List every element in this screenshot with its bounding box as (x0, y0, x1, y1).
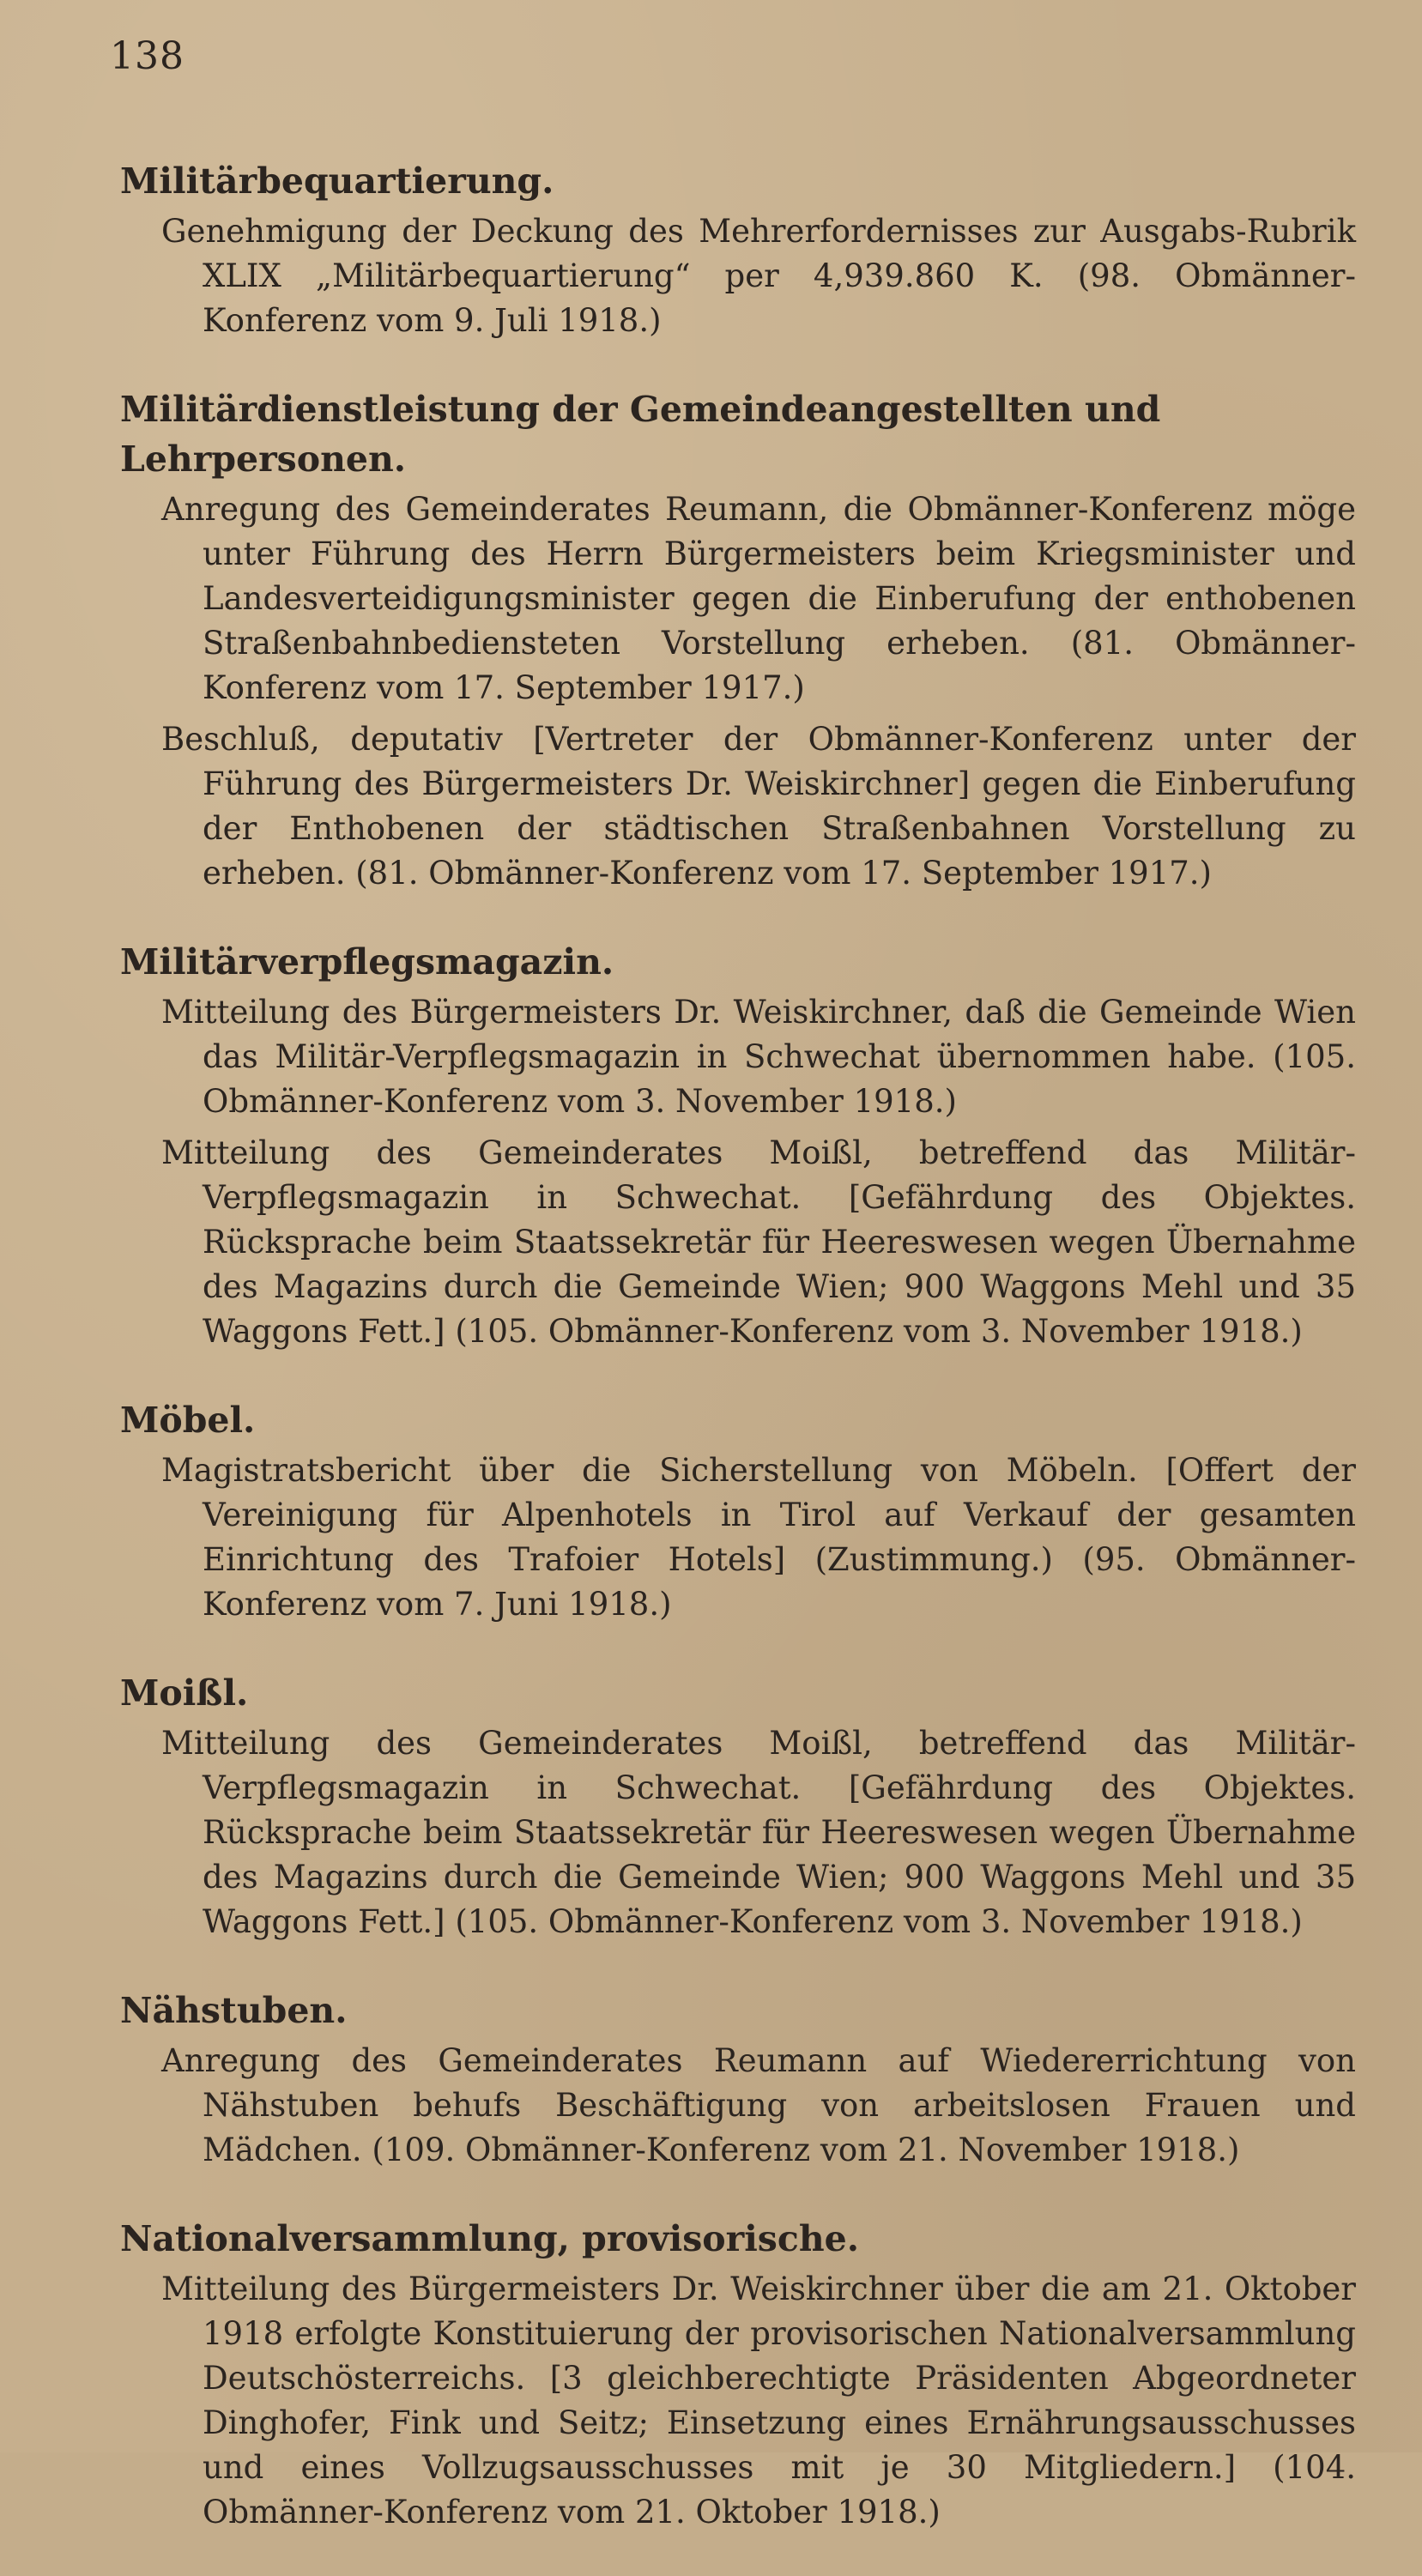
entry-paragraph: Mitteilung des Gemeinderates Moißl, betreffend das Militär-Verpflegsmagazin in Schwechat. [Gefährdung des Objektes. Rücksprache beim Staatssekretär für Heereswesen wegen Übernahme des Magazins durch die Gemeinde Wien; 900 Waggons Mehl und 35 Waggons Fett.] (105. Obmänner-Konferenz vom 3. November 1918.) (161, 1725, 1356, 1940)
entry-heading: Moißl. (120, 1672, 249, 1714)
index-content (120, 156, 1356, 2576)
entry-heading: Militärverpflegsmagazin. (120, 941, 614, 983)
entry-paragraph: Mitteilung des Gemeinderates Moißl, betreffend das Militär-Verpflegsmagazin in Schwechat. [Gefährdung des Objektes. Rücksprache beim Staatssekretär für Heereswesen wegen Übernahme des Magazins durch die Gemeinde Wien; 900 Waggons Mehl und 35 Waggons Fett.] (105. Obmänner-Konferenz vom 3. November 1918.) (161, 1134, 1356, 1350)
entry-heading: Nähstuben. (120, 1990, 348, 2031)
page-number: 138 (110, 34, 185, 78)
entry-paragraph: Mitteilung des Bürgermeisters Dr. Weiskirchner über die am 21. Oktober 1918 erfolgte Konstituierung der provisorischen Nationalversammlung Deutschösterreichs. [3 gleichberechtigte Präsidenten Abgeordneter Dinghofer, Fink und Seitz; Einsetzung eines Ernährungsausschusses und eines Vollzugsausschusses mit je 30 Mitgliedern.] (104. Obmänner-Konferenz vom 21. Oktober 1918.) (161, 2271, 1356, 2531)
entry-heading: Militärbequartierung. (120, 160, 554, 202)
entry-paragraph: Beschluß, deputativ [Vertreter der Obmänner-Konferenz unter der Führung des Bürgermeisters Dr. Weiskirchner] gegen die Einberufung der Enthobenen der städtischen Straßenbahnen Vorstellung zu erheben. (81. Obmänner-Konferenz vom 17. September 1917.) (161, 721, 1356, 892)
entry-heading: Militärdienstleistung der Gemeindeangestellten und Lehrpersonen. (120, 389, 1161, 480)
entry-paragraph: Mitteilung des Bürgermeisters Dr. Weiskirchner, daß die Gemeinde Wien das Militär-Verpflegsmagazin in Schwechat übernommen habe. (105. Obmänner-Konferenz vom 3. November 1918.) (161, 994, 1356, 1120)
entry-paragraph: Magistratsbericht über die Sicherstellung von Möbeln. [Offert der Vereinigung für Alpenhotels in Tirol auf Verkauf der gesamten Einrichtung des Trafoier Hotels] (Zustimmung.) (95. Obmänner-Konferenz vom 7. Juni 1918.) (161, 1452, 1356, 1623)
index-entry (120, 937, 1356, 1354)
index-entry (120, 1668, 1356, 1944)
index-entry (120, 1395, 1356, 1627)
entry-paragraph: Anregung des Gemeinderates Reumann, die Obmänner-Konferenz möge unter Führung des Herrn Bürgermeisters beim Kriegsminister und Landesverteidigungsminister gegen die Einberufung der enthobenen Straßenbahnbediensteten Vorstellung erheben. (81. Obmänner-Konferenz vom 17. September 1917.) (161, 491, 1356, 706)
entry-paragraph: Anregung des Gemeinderates Reumann auf Wiedererrichtung von Nähstuben behufs Beschäftigung von arbeitslosen Frauen und Mädchen. (109. Obmänner-Konferenz vom 21. November 1918.) (161, 2042, 1356, 2168)
index-entry (120, 1986, 1356, 2173)
index-entry (120, 384, 1356, 896)
entry-paragraph: Genehmigung der Deckung des Mehrerfordernisses zur Ausgabs-Rubrik XLIX „Militärbequartierung“ per 4,939.860 K. (98. Obmänner-Konferenz vom 9. Juli 1918.) (161, 213, 1356, 339)
index-entry (120, 156, 1356, 343)
index-entry (120, 2214, 1356, 2535)
entry-heading: Nationalversammlung, provisorische. (120, 2218, 860, 2259)
entry-heading: Möbel. (120, 1400, 256, 1441)
